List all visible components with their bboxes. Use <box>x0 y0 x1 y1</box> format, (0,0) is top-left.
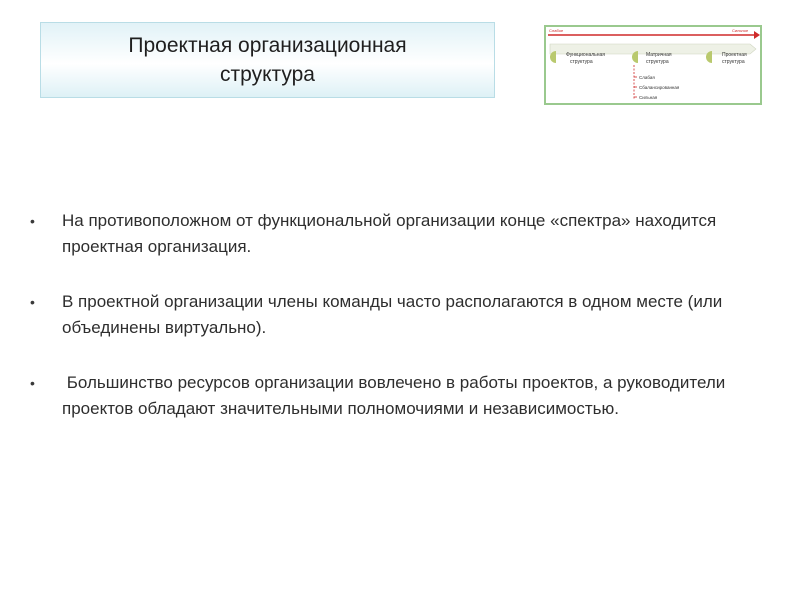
spectrum-arrow-head <box>754 31 760 39</box>
subtype-strong: Сильная <box>639 95 658 100</box>
bullet-text: В проектной организации члены команды часто располагаются в одном месте (или объединены виртуально). <box>62 292 723 337</box>
bullet-item <box>30 208 790 260</box>
bullet-item <box>30 289 790 341</box>
bullet-item <box>30 370 790 422</box>
matrix-label-1: Матричная <box>646 52 672 58</box>
slide-title: Проектная организационная структура <box>128 34 407 86</box>
matrix-label-2: структура <box>646 59 669 65</box>
project-label-1: Проектная <box>722 52 747 58</box>
bullet-marker: • <box>30 294 35 310</box>
functional-label-2: структура <box>570 59 593 65</box>
spectrum-left-tag: Слабое <box>549 28 564 33</box>
slide-title-box <box>40 22 495 98</box>
subtype-weak: Слабая <box>639 75 655 80</box>
bullet-text: Большинство ресурсов организации вовлечено в работы проектов, а руководители проектов обладают значительными полномочиями и независимостью. <box>62 373 730 418</box>
project-label-2: структура <box>722 59 745 65</box>
bullet-marker: • <box>30 213 35 229</box>
bullet-text: На противоположном от функциональной организации конце «спектра» находится проектная организация. <box>62 211 717 256</box>
functional-label-1: Функциональная <box>566 52 606 58</box>
bullet-list <box>30 208 790 451</box>
spectrum-svg <box>546 27 760 103</box>
bullet-marker: • <box>30 375 35 391</box>
structure-spectrum-diagram <box>544 25 762 105</box>
spectrum-right-tag: Сильное <box>732 28 749 33</box>
subtype-balanced: Сбалансированная <box>639 85 680 90</box>
